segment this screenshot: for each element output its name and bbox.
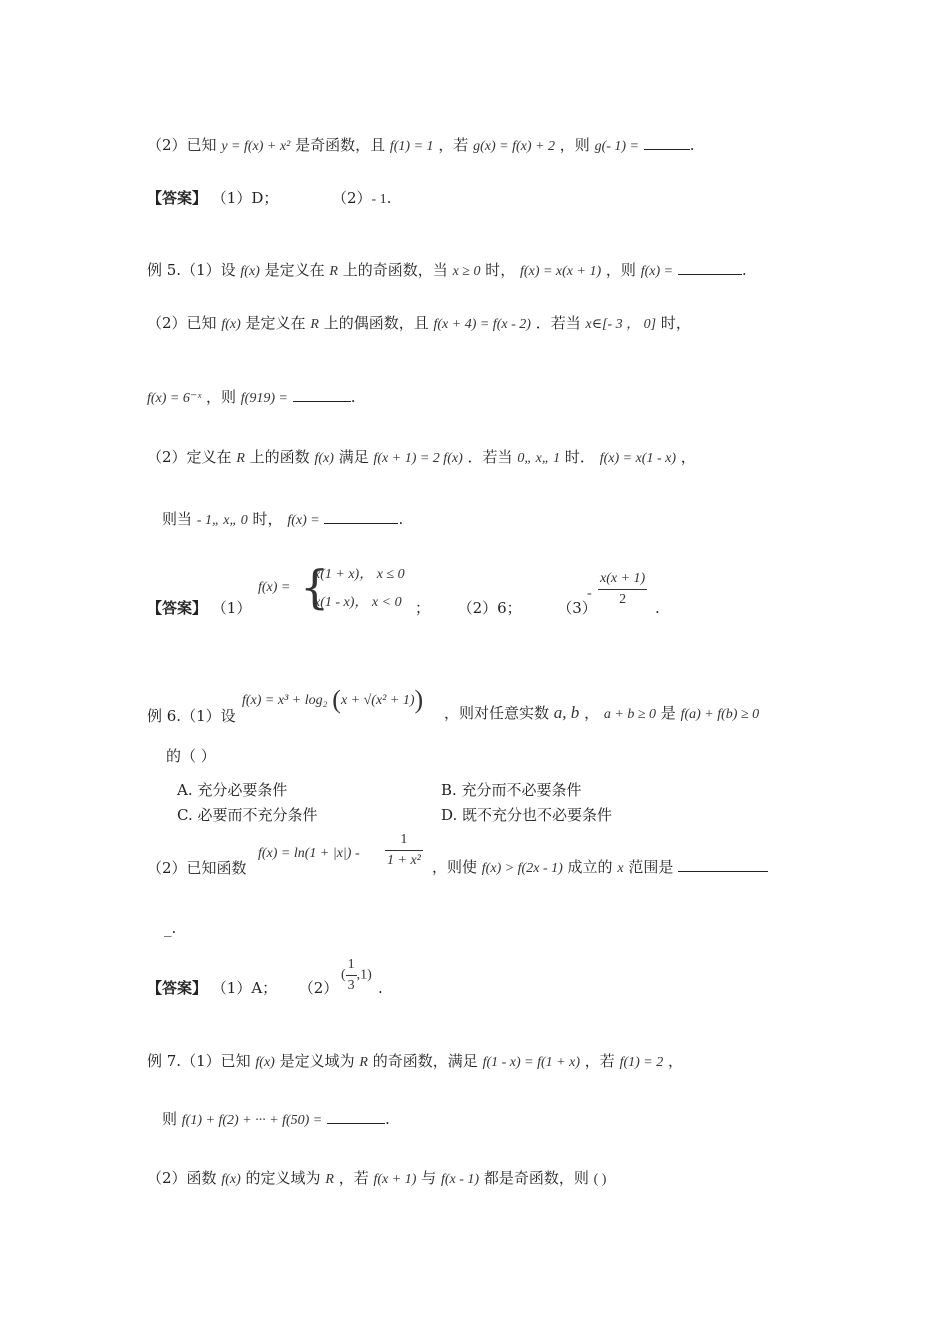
- math-expr: y = f(x) + x²: [221, 139, 291, 154]
- answer-5-label: [147, 598, 251, 618]
- text: ，若: [584, 1052, 615, 1070]
- text: 是奇函数，且: [295, 136, 386, 154]
- math-expr: f(919) =: [240, 391, 288, 406]
- answer-label: 【答案】: [147, 979, 208, 997]
- option-c: [177, 805, 317, 825]
- text: 的定义域为: [245, 1169, 321, 1187]
- answer-blank: [324, 509, 398, 524]
- answer-text: （2）: [298, 979, 339, 997]
- paren-open: (: [332, 685, 341, 714]
- math-expr: f(1) + f(2) + ··· + f(50) =: [181, 1113, 323, 1128]
- label: （2）已知: [147, 314, 217, 332]
- example-6-part-2-frac: [385, 830, 423, 871]
- answer-blank: [327, 1109, 385, 1124]
- text: ，若: [338, 1169, 369, 1187]
- math-expr: f(x + 1) = 2 f(x): [373, 451, 463, 466]
- text: .: [386, 189, 392, 207]
- text: 满足: [338, 448, 369, 466]
- option-text: C. 必要而不充分条件: [177, 806, 318, 824]
- math-expr: f(1) = 1: [389, 139, 434, 154]
- text: .: [385, 1110, 390, 1128]
- fraction-numerator: 1: [400, 832, 408, 847]
- text: ，则: [559, 136, 590, 154]
- answer-blank: [678, 260, 742, 275]
- label: （2）已知: [147, 136, 217, 154]
- answer-blank: [293, 387, 351, 402]
- math-expr: x + √(x² + 1): [340, 693, 415, 708]
- math-expr: f(x + 4) = f(x - 2): [433, 317, 531, 332]
- answer-text: （3）: [557, 599, 597, 617]
- math-expr: R: [359, 1055, 368, 1070]
- text: ，则: [605, 261, 636, 279]
- math-expr: x ≥ 0: [452, 264, 481, 279]
- example-5-part-2-cont: [147, 387, 356, 409]
- math-expr: f(x) = x(x + 1): [520, 264, 602, 279]
- problem-4-part-2: [147, 135, 695, 157]
- fraction-numerator: x(x + 1): [600, 571, 646, 586]
- example-6-part-1-label: [147, 706, 236, 726]
- fraction-denominator: 2: [598, 589, 647, 610]
- example-5-part-3-cont: [162, 509, 403, 531]
- example-6-part-2-rest: [432, 857, 768, 879]
- text: 则: [162, 1110, 178, 1128]
- math-expr: -: [587, 586, 592, 601]
- text: ；: [415, 599, 431, 617]
- math-expr: f(x) =: [258, 580, 291, 595]
- math-expr: f(x) = ln(1 + |x|) -: [258, 846, 360, 861]
- example-7-part-2: [147, 1168, 606, 1190]
- math-expr: x(1 + x)， x ≤ 0: [314, 567, 405, 582]
- text: 时，: [252, 510, 283, 528]
- math-expr: a, b: [553, 703, 580, 722]
- text: .: [378, 979, 383, 997]
- fraction-denominator: 3: [346, 975, 357, 996]
- answer-5-rest: [415, 598, 597, 618]
- fraction: [346, 955, 357, 996]
- example-6-part-1-rest: [444, 703, 759, 725]
- text: .: [741, 261, 747, 279]
- text: 是定义在: [264, 261, 325, 279]
- text: 是定义在: [245, 314, 306, 332]
- math-expr: f(x): [255, 1055, 275, 1070]
- answer-label: 【答案】: [147, 599, 208, 617]
- answer-text: （2）: [331, 189, 372, 207]
- piecewise-case-2: [314, 591, 402, 613]
- text: 是定义域为: [279, 1052, 355, 1070]
- answer-5-part-3-minus: [587, 582, 592, 604]
- text: 时，: [485, 261, 516, 279]
- example-6-formula: [242, 685, 424, 714]
- example-6-part-2-end: [164, 918, 176, 938]
- option-text: A. 充分必要条件: [177, 781, 288, 799]
- example-5-part-1: [147, 260, 747, 282]
- answer-blank: [678, 857, 768, 872]
- math-expr: g(- 1) =: [594, 139, 639, 154]
- math-expr: f(1 - x) = f(1 + x): [482, 1055, 580, 1070]
- text: 上的偶函数，且: [323, 314, 429, 332]
- math-expr: R: [325, 1172, 334, 1187]
- text: 范围是: [628, 858, 674, 876]
- text: ．若当: [467, 448, 513, 466]
- answer-5-end: [655, 598, 660, 618]
- label: 例 5.（1）设: [147, 261, 236, 279]
- answer-6: [147, 978, 338, 998]
- math-expr: f(x - 1): [440, 1172, 480, 1187]
- text: .: [655, 599, 660, 617]
- math-expr: (: [341, 967, 346, 983]
- example-6-part-2-expr: [258, 842, 360, 864]
- left-brace: {: [300, 560, 330, 614]
- math-expr: f(x) = x(1 - x): [599, 451, 676, 466]
- answer-6-interval: [341, 955, 372, 996]
- label: （2）定义在: [147, 448, 232, 466]
- fraction-numerator: 1: [347, 957, 355, 972]
- example-7-part-1-cont: [162, 1109, 390, 1131]
- text: ，若: [438, 136, 469, 154]
- math-expr: f(1) = 2: [619, 1055, 664, 1070]
- text: 的奇函数，满足: [372, 1052, 478, 1070]
- option-b: [441, 780, 582, 800]
- piecewise-case-1: [314, 563, 405, 585]
- answer-5-part-3-frac: [598, 569, 647, 610]
- math-expr: f(x): [314, 451, 334, 466]
- math-expr: f(x) > f(2x - 1): [481, 861, 563, 876]
- math-expr: x∈[- 3 ， 0]: [585, 317, 657, 332]
- math-expr: - 1„ x„ 0: [196, 513, 248, 528]
- text: ，则使: [432, 858, 478, 876]
- text: 成立的: [567, 858, 613, 876]
- answer-text: （1）A；: [211, 979, 278, 997]
- text: 时．: [564, 448, 595, 466]
- text: 上的函数: [249, 448, 310, 466]
- text: ．若当: [535, 314, 581, 332]
- option-text: B. 充分而不必要条件: [441, 781, 582, 799]
- text: .: [398, 510, 404, 528]
- math-expr: ,1): [356, 967, 372, 983]
- text: 的（ ）: [166, 747, 216, 765]
- example-7-part-1: [147, 1051, 683, 1073]
- text: .: [350, 388, 356, 406]
- math-expr: f(x): [240, 264, 260, 279]
- math-expr: f(x) =: [287, 513, 320, 528]
- text: _.: [164, 919, 177, 937]
- example-6-part-1-cont: [166, 746, 216, 766]
- text: ，: [680, 448, 696, 466]
- math-expr: a + b ≥ 0: [603, 707, 657, 722]
- math-expr: - 1: [371, 192, 387, 207]
- text: 是: [660, 704, 676, 722]
- text: .: [689, 136, 695, 154]
- option-d: [441, 805, 612, 825]
- text: 与: [421, 1169, 437, 1187]
- math-expr: f(x) =: [640, 264, 674, 279]
- text: 上的奇函数，当: [342, 261, 448, 279]
- math-expr: R: [236, 451, 245, 466]
- math-expr: 0„ x„ 1: [517, 451, 561, 466]
- answer-4: [147, 188, 391, 210]
- math-expr: g(x) = f(x) + 2: [473, 139, 555, 154]
- label: （2）函数: [147, 1169, 217, 1187]
- label: （2）已知函数: [147, 859, 247, 877]
- text: ，: [584, 704, 600, 722]
- text: 则当: [162, 510, 193, 528]
- piecewise-fx: [258, 576, 290, 598]
- math-expr: x: [617, 861, 624, 876]
- example-5-part-2: [147, 313, 691, 335]
- math-expr: f(a) + f(b) ≥ 0: [680, 707, 760, 722]
- text: 都是奇函数，则: [483, 1169, 589, 1187]
- fraction: [385, 830, 423, 871]
- option-text: D. 既不充分也不必要条件: [441, 806, 613, 824]
- fraction: [598, 569, 647, 610]
- answer-text: （1）: [211, 599, 252, 617]
- text: 时，: [660, 314, 691, 332]
- answer-label: 【答案】: [147, 189, 208, 207]
- text: ，则对任意实数: [444, 704, 550, 722]
- math-expr: f(x): [221, 317, 241, 332]
- math-expr: f(x + 1): [373, 1172, 417, 1187]
- math-expr: R: [310, 317, 319, 332]
- label: 例 7.（1）已知: [147, 1052, 251, 1070]
- label: 例 6.（1）设: [147, 707, 236, 725]
- math-expr: f(x) = 6⁻ˣ: [147, 391, 202, 406]
- paren-close: ): [414, 685, 424, 714]
- example-5-part-3: [147, 447, 696, 469]
- answer-6-end: [378, 978, 383, 998]
- option-a: [177, 780, 287, 800]
- math-expr: f(x) = x³ + log₂: [242, 693, 328, 708]
- answer-text: （2）6；: [457, 599, 522, 617]
- answer-text: （1）D；: [211, 189, 279, 207]
- math-expr: x(1 - x)， x < 0: [314, 595, 402, 610]
- example-6-part-2-label: [147, 858, 247, 878]
- fraction-denominator: 1 + x²: [385, 850, 423, 871]
- math-expr: R: [329, 264, 338, 279]
- text: ，: [668, 1052, 684, 1070]
- text: ，则: [206, 388, 237, 406]
- math-expr: f(x): [221, 1172, 241, 1187]
- answer-paren: ( ): [593, 1172, 607, 1187]
- answer-blank: [644, 135, 690, 150]
